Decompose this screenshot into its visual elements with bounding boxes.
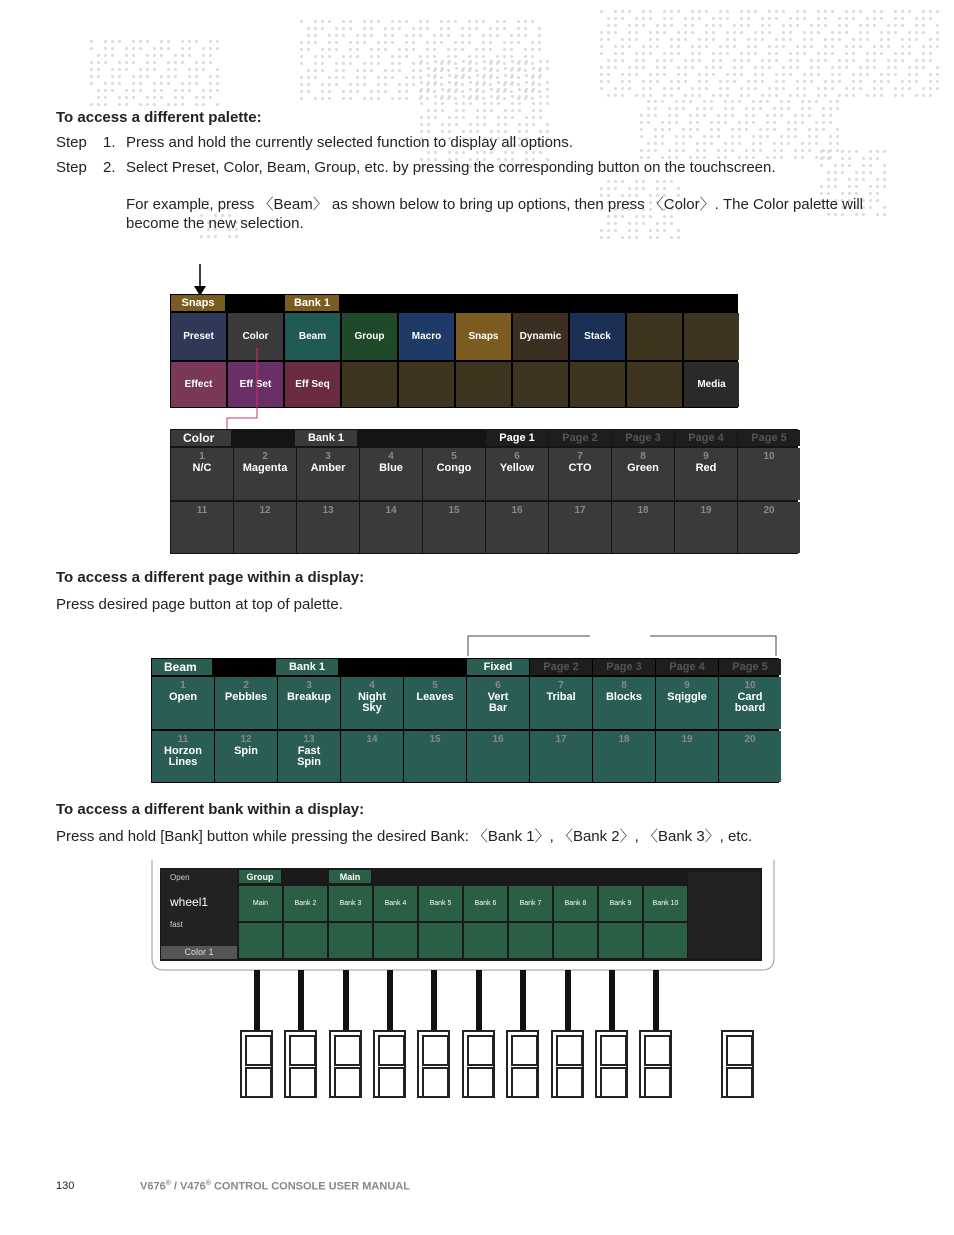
fader-key[interactable] bbox=[240, 1030, 273, 1098]
palette-button-number: 17 bbox=[555, 734, 567, 745]
palette-button-number: 2 bbox=[262, 451, 268, 462]
palette-button-label: N/C bbox=[192, 462, 212, 474]
palette-button-number: 18 bbox=[637, 505, 649, 516]
step-label-1: Step bbox=[56, 134, 87, 151]
palette-button-number: 4 bbox=[388, 451, 394, 462]
bank-button[interactable]: Bank 5 bbox=[419, 886, 462, 921]
function-button[interactable]: Macro bbox=[399, 313, 454, 360]
page-tab-1[interactable]: Page 1 bbox=[486, 430, 548, 446]
function-button[interactable]: Eff Seq bbox=[285, 362, 340, 407]
key-bottom bbox=[726, 1067, 753, 1098]
palette-button[interactable] bbox=[530, 731, 592, 782]
palette-button-label: Leaves bbox=[416, 691, 454, 703]
bank-button-empty[interactable] bbox=[554, 923, 597, 958]
example-text: For example, press 〈Beam〉 as shown below to bring up options, then press 〈Color〉. The Color palette will become the new selection. bbox=[126, 196, 863, 232]
palette-button-number: 7 bbox=[577, 451, 583, 462]
fader[interactable] bbox=[343, 970, 349, 1032]
page-bracket bbox=[466, 634, 778, 658]
palette-button[interactable] bbox=[234, 502, 296, 553]
bank-button-empty[interactable] bbox=[644, 923, 687, 958]
palette-button[interactable] bbox=[341, 731, 403, 782]
encoder-wheel-label: wheel1 bbox=[170, 895, 209, 909]
palette-button-number: 16 bbox=[492, 734, 504, 745]
key-bottom bbox=[289, 1067, 316, 1098]
key-bottom bbox=[467, 1067, 494, 1098]
key-top bbox=[334, 1035, 361, 1066]
function-button[interactable] bbox=[399, 362, 454, 407]
beam-bank-tab[interactable]: Bank 1 bbox=[276, 659, 338, 675]
fader-key[interactable] bbox=[551, 1030, 584, 1098]
palette-button[interactable] bbox=[675, 448, 737, 500]
key-top bbox=[600, 1035, 627, 1066]
arrow-down-icon bbox=[190, 262, 210, 298]
bank-header-tab[interactable]: Bank 1 bbox=[285, 295, 339, 311]
fader[interactable] bbox=[565, 970, 571, 1032]
palette-button-number: 3 bbox=[306, 680, 312, 691]
palette-button[interactable] bbox=[152, 677, 214, 729]
palette-button-label: Card board bbox=[734, 691, 766, 714]
palette-button[interactable] bbox=[719, 731, 781, 782]
palette-button[interactable] bbox=[656, 731, 718, 782]
palette-button-number: 8 bbox=[640, 451, 646, 462]
bank-button[interactable]: Bank 8 bbox=[554, 886, 597, 921]
step-text-2: Select Preset, Color, Beam, Group, etc. by pressing the corresponding button on the touchscreen. bbox=[126, 159, 776, 176]
key-top bbox=[726, 1035, 753, 1066]
palette-button[interactable] bbox=[675, 502, 737, 553]
palette-button[interactable] bbox=[215, 677, 277, 729]
function-button[interactable]: Effect bbox=[171, 362, 226, 407]
palette-button[interactable] bbox=[297, 448, 359, 500]
palette-button-label: Congo bbox=[436, 462, 472, 474]
palette-button-number: 13 bbox=[322, 505, 334, 516]
key-top bbox=[467, 1035, 494, 1066]
function-button[interactable]: Snaps bbox=[456, 313, 511, 360]
fader[interactable] bbox=[298, 970, 304, 1032]
palette-button[interactable] bbox=[360, 502, 422, 553]
palette-button[interactable] bbox=[612, 502, 674, 553]
palette-button-number: 6 bbox=[495, 680, 501, 691]
palette-button[interactable] bbox=[486, 448, 548, 500]
step-label-2: Step bbox=[56, 159, 87, 176]
bank-button[interactable]: Bank 9 bbox=[599, 886, 642, 921]
heading-bank: To access a different bank within a display: bbox=[56, 801, 365, 818]
palette-button[interactable] bbox=[360, 448, 422, 500]
bank-button-empty[interactable] bbox=[419, 923, 462, 958]
palette-button-number: 8 bbox=[621, 680, 627, 691]
palette-button-label: Amber bbox=[310, 462, 346, 474]
bank-instruction: Press and hold [Bank] button while pressing the desired Bank: 〈Bank 1〉, 〈Bank 2〉, 〈Bank 3〉, etc. bbox=[56, 828, 753, 845]
palette-button[interactable] bbox=[278, 677, 340, 729]
color-bank-tab[interactable]: Bank 1 bbox=[295, 430, 357, 446]
palette-button[interactable] bbox=[423, 448, 485, 500]
palette-button-label: Spin bbox=[234, 745, 258, 757]
palette-button-label: Blocks bbox=[605, 691, 643, 703]
palette-button[interactable] bbox=[278, 731, 340, 782]
palette-button-label: Breakup bbox=[286, 691, 332, 703]
palette-button[interactable] bbox=[593, 677, 655, 729]
key-bottom bbox=[600, 1067, 627, 1098]
bank-button-empty[interactable] bbox=[599, 923, 642, 958]
beam-palette-title: Beam bbox=[152, 659, 212, 675]
page-tab-2[interactable]: Page 2 bbox=[549, 430, 611, 446]
palette-button-label: Vert Bar bbox=[487, 691, 509, 714]
fader-key[interactable] bbox=[721, 1030, 754, 1098]
bank-button-empty[interactable] bbox=[329, 923, 372, 958]
palette-button-number: 7 bbox=[558, 680, 564, 691]
palette-button-number: 19 bbox=[700, 505, 712, 516]
heading-page: To access a different page within a display: bbox=[56, 569, 365, 586]
bank-button[interactable]: Bank 3 bbox=[329, 886, 372, 921]
bank-button-empty[interactable] bbox=[284, 923, 327, 958]
bank-button-empty[interactable] bbox=[509, 923, 552, 958]
function-button[interactable]: Color bbox=[228, 313, 283, 360]
page-tab-5[interactable]: Page 5 bbox=[719, 659, 781, 675]
key-top bbox=[422, 1035, 449, 1066]
key-bottom bbox=[245, 1067, 272, 1098]
palette-button[interactable] bbox=[656, 677, 718, 729]
function-button[interactable] bbox=[570, 362, 625, 407]
key-top bbox=[378, 1035, 405, 1066]
fader[interactable] bbox=[609, 970, 615, 1032]
function-button[interactable] bbox=[456, 362, 511, 407]
palette-button-number: 11 bbox=[177, 734, 189, 745]
fader-key[interactable] bbox=[329, 1030, 362, 1098]
bank-panel-blank bbox=[688, 872, 760, 958]
palette-button-label: Horzon Lines bbox=[164, 745, 202, 768]
encoder-open-label: Open bbox=[170, 873, 190, 882]
palette-button[interactable] bbox=[549, 502, 611, 553]
key-top bbox=[644, 1035, 671, 1066]
palette-button-number: 19 bbox=[681, 734, 693, 745]
fader[interactable] bbox=[431, 970, 437, 1032]
page-number: 130 bbox=[56, 1180, 75, 1192]
page-tab-2[interactable]: Page 2 bbox=[530, 659, 592, 675]
palette-button-label: Blue bbox=[379, 462, 403, 474]
palette-button[interactable] bbox=[612, 448, 674, 500]
function-button[interactable] bbox=[513, 362, 568, 407]
function-button[interactable]: Eff Set bbox=[228, 362, 283, 407]
bank-button[interactable]: Bank 4 bbox=[374, 886, 417, 921]
key-top bbox=[245, 1035, 272, 1066]
palette-button-number: 5 bbox=[432, 680, 438, 691]
fader[interactable] bbox=[476, 970, 482, 1032]
palette-button-label: Open bbox=[168, 691, 198, 703]
palette-button[interactable] bbox=[738, 448, 800, 500]
palette-button-label: Night Sky bbox=[357, 691, 387, 714]
bank-button[interactable]: Bank 10 bbox=[644, 886, 687, 921]
palette-button-label: Fast Spin bbox=[297, 745, 321, 768]
fader-key[interactable] bbox=[595, 1030, 628, 1098]
palette-button[interactable] bbox=[423, 502, 485, 553]
palette-button-number: 4 bbox=[369, 680, 375, 691]
bank-button[interactable]: Bank 2 bbox=[284, 886, 327, 921]
palette-button[interactable] bbox=[530, 677, 592, 729]
footer-title: V676® / V476® CONTROL CONSOLE USER MANUAL bbox=[140, 1180, 410, 1193]
palette-button-label: Green bbox=[627, 462, 659, 474]
palette-button-label: Sqiggle bbox=[667, 691, 707, 703]
function-button[interactable] bbox=[627, 313, 682, 360]
palette-button-number: 13 bbox=[303, 734, 315, 745]
fader[interactable] bbox=[520, 970, 526, 1032]
palette-button-number: 12 bbox=[240, 734, 252, 745]
fader[interactable] bbox=[254, 970, 260, 1032]
palette-button[interactable] bbox=[152, 731, 214, 782]
palette-button[interactable] bbox=[467, 677, 529, 729]
palette-button-label: Red bbox=[695, 462, 717, 474]
palette-button[interactable] bbox=[719, 677, 781, 729]
palette-button-number: 9 bbox=[703, 451, 709, 462]
palette-button-number: 18 bbox=[618, 734, 630, 745]
palette-button-label: Magenta bbox=[242, 462, 288, 474]
function-button[interactable]: Preset bbox=[171, 313, 226, 360]
palette-button[interactable] bbox=[234, 448, 296, 500]
page-tab-5[interactable]: Page 5 bbox=[738, 430, 800, 446]
palette-button[interactable] bbox=[215, 731, 277, 782]
key-top bbox=[556, 1035, 583, 1066]
function-button[interactable] bbox=[342, 362, 397, 407]
function-button[interactable] bbox=[684, 313, 739, 360]
encoder-info bbox=[161, 869, 237, 959]
main-tab[interactable]: Main bbox=[329, 870, 371, 883]
palette-button-number: 9 bbox=[684, 680, 690, 691]
fader[interactable] bbox=[653, 970, 659, 1032]
palette-button-number: 15 bbox=[429, 734, 441, 745]
palette-button-number: 3 bbox=[325, 451, 331, 462]
palette-button-number: 5 bbox=[451, 451, 457, 462]
palette-button-number: 12 bbox=[259, 505, 271, 516]
palette-button-number: 20 bbox=[763, 505, 775, 516]
fader-key[interactable] bbox=[462, 1030, 495, 1098]
step-text-1: Press and hold the currently selected function to display all options. bbox=[126, 134, 573, 151]
palette-button-number: 1 bbox=[180, 680, 186, 691]
page-tab-3[interactable]: Page 3 bbox=[612, 430, 674, 446]
palette-button[interactable] bbox=[404, 677, 466, 729]
palette-button-label: Pebbles bbox=[224, 691, 268, 703]
key-bottom bbox=[334, 1067, 361, 1098]
palette-button[interactable] bbox=[593, 731, 655, 782]
bank-button-empty[interactable] bbox=[239, 923, 282, 958]
palette-button-number: 20 bbox=[744, 734, 756, 745]
palette-button-number: 15 bbox=[448, 505, 460, 516]
key-bottom bbox=[511, 1067, 538, 1098]
group-tab[interactable]: Group bbox=[239, 870, 281, 883]
bank-button[interactable]: Bank 7 bbox=[509, 886, 552, 921]
function-button[interactable]: Group bbox=[342, 313, 397, 360]
palette-button-number: 16 bbox=[511, 505, 523, 516]
palette-button-number: 17 bbox=[574, 505, 586, 516]
palette-button-label: Yellow bbox=[499, 462, 535, 474]
palette-button[interactable] bbox=[171, 448, 233, 500]
palette-button[interactable] bbox=[171, 502, 233, 553]
page-tab-4[interactable]: Page 4 bbox=[656, 659, 718, 675]
bank-button-empty[interactable] bbox=[374, 923, 417, 958]
palette-button[interactable] bbox=[486, 502, 548, 553]
step-num-1: 1. bbox=[103, 134, 116, 151]
color-palette-title: Color bbox=[171, 430, 231, 446]
page-instruction: Press desired page button at top of palette. bbox=[56, 596, 343, 613]
bank-button-empty[interactable] bbox=[464, 923, 507, 958]
key-bottom bbox=[378, 1067, 405, 1098]
palette-button-number: 1 bbox=[199, 451, 205, 462]
page-tab-3[interactable]: Page 3 bbox=[593, 659, 655, 675]
fader[interactable] bbox=[387, 970, 393, 1032]
fader-key[interactable] bbox=[284, 1030, 317, 1098]
function-button[interactable]: Beam bbox=[285, 313, 340, 360]
key-bottom bbox=[556, 1067, 583, 1098]
key-bottom bbox=[422, 1067, 449, 1098]
step-num-2: 2. bbox=[103, 159, 116, 176]
palette-button-number: 6 bbox=[514, 451, 520, 462]
palette-button-number: 2 bbox=[243, 680, 249, 691]
encoder-fast-label: fast bbox=[170, 920, 183, 929]
palette-button-number: 10 bbox=[763, 451, 775, 462]
palette-button-number: 11 bbox=[196, 505, 208, 516]
heading-palette: To access a different palette: bbox=[56, 109, 262, 126]
function-button[interactable]: Media bbox=[684, 362, 739, 407]
palette-button[interactable] bbox=[467, 731, 529, 782]
fader-key[interactable] bbox=[373, 1030, 406, 1098]
bank-button[interactable]: Bank 6 bbox=[464, 886, 507, 921]
palette-button[interactable] bbox=[297, 502, 359, 553]
fader-key[interactable] bbox=[506, 1030, 539, 1098]
key-bottom bbox=[644, 1067, 671, 1098]
palette-button[interactable] bbox=[404, 731, 466, 782]
bank-button[interactable]: Main bbox=[239, 886, 282, 921]
palette-button[interactable] bbox=[341, 677, 403, 729]
palette-button-number: 14 bbox=[366, 734, 378, 745]
page-tab-4[interactable]: Page 4 bbox=[675, 430, 737, 446]
palette-button-number: 14 bbox=[385, 505, 397, 516]
palette-button-label: Tribal bbox=[546, 691, 576, 703]
key-top bbox=[289, 1035, 316, 1066]
palette-button[interactable] bbox=[549, 448, 611, 500]
fader-key[interactable] bbox=[417, 1030, 450, 1098]
palette-button-label: CTO bbox=[568, 462, 592, 474]
key-top bbox=[511, 1035, 538, 1066]
function-button[interactable]: Stack bbox=[570, 313, 625, 360]
fader-key[interactable] bbox=[639, 1030, 672, 1098]
page-tab-1[interactable]: Fixed bbox=[467, 659, 529, 675]
snaps-header-tab[interactable]: Snaps bbox=[171, 295, 225, 311]
color-tab[interactable]: Color 1 bbox=[161, 946, 237, 959]
function-button[interactable]: Dynamic bbox=[513, 313, 568, 360]
function-button[interactable] bbox=[627, 362, 682, 407]
palette-button[interactable] bbox=[738, 502, 800, 553]
palette-button-number: 10 bbox=[744, 680, 756, 691]
